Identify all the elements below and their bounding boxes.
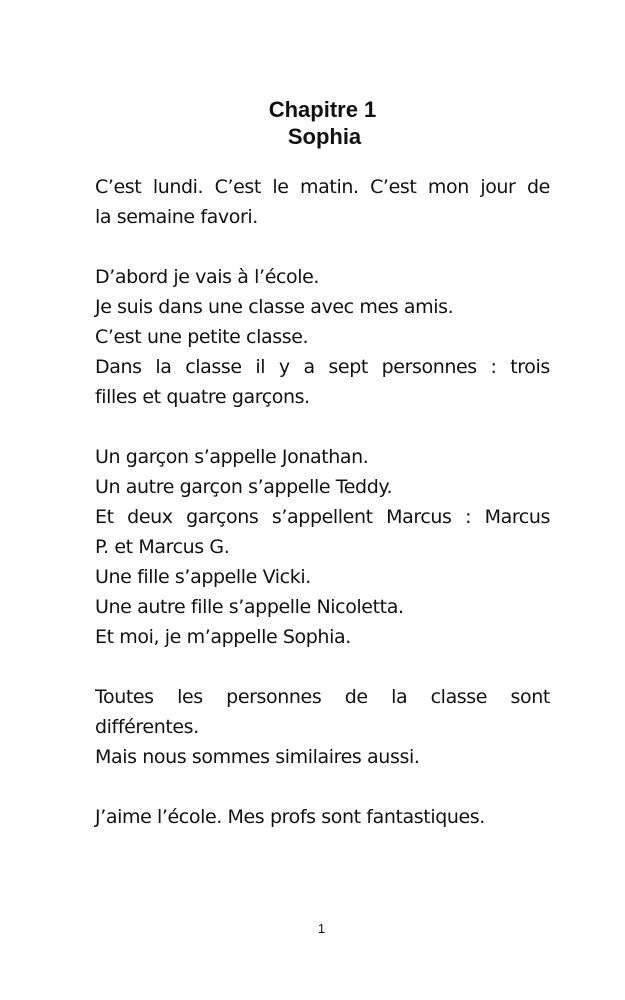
word: y (278, 356, 290, 378)
text-line: Une autre fille s’appelle Nicoletta. (95, 596, 404, 618)
paragraph (95, 682, 550, 772)
word: classe (430, 686, 488, 708)
text-line: filles et quatre garçons. (95, 386, 310, 408)
chapter-title: Sophia (287, 124, 362, 149)
word: C’est (214, 176, 261, 198)
text-line (95, 352, 550, 382)
word: Toutes (95, 686, 154, 708)
text-line (95, 502, 550, 532)
text-line: J’aime l’école. Mes profs sont fantastiques. (95, 806, 485, 828)
text-line: P. et Marcus G. (95, 536, 230, 558)
word: Marcus (386, 506, 452, 528)
text-line (95, 172, 550, 202)
text-line: D’abord je vais à l’école. (95, 266, 320, 288)
word: trois (510, 356, 550, 378)
word: C’est (370, 176, 417, 198)
word: de (526, 176, 550, 198)
chapter-number-label: Chapitre 1 (268, 97, 377, 122)
word: jour (480, 176, 516, 198)
word: classe (185, 356, 242, 378)
text-line: la semaine favori. (95, 206, 258, 228)
word: garçons (186, 506, 259, 528)
text-line: Un garçon s’appelle Jonathan. (95, 446, 369, 468)
word: lundi. (152, 176, 204, 198)
word: C’est (95, 176, 142, 198)
word: personnes (226, 686, 322, 708)
word: Et (95, 506, 114, 528)
page-number: 1 (317, 921, 326, 936)
text-line: Et moi, je m’appelle Sophia. (95, 626, 351, 648)
word: de (344, 686, 368, 708)
word: matin. (300, 176, 359, 198)
text-line: Une fille s’appelle Vicki. (95, 566, 311, 588)
paragraph (95, 172, 550, 232)
paragraph (95, 802, 550, 832)
word: deux (127, 506, 173, 528)
text-line (95, 682, 550, 712)
text-line: différentes. (95, 716, 199, 738)
word: Dans (95, 356, 142, 378)
text-line: Mais nous sommes similaires aussi. (95, 746, 420, 768)
word: il (255, 356, 266, 378)
word: la (155, 356, 172, 378)
word: sept (328, 356, 368, 378)
paragraph (95, 262, 550, 412)
word: la (391, 686, 408, 708)
chapter-body (95, 172, 550, 862)
word: a (303, 356, 315, 378)
word: le (272, 176, 289, 198)
text-line: C’est une petite classe. (95, 326, 309, 348)
word: sont (510, 686, 550, 708)
text-line: Je suis dans une classe avec mes amis. (95, 296, 454, 318)
word: mon (427, 176, 469, 198)
chapter-heading (0, 96, 625, 150)
word: : (465, 506, 472, 528)
word: : (490, 356, 497, 378)
paragraph (95, 442, 550, 652)
word: Marcus (484, 506, 550, 528)
word: les (177, 686, 203, 708)
word: personnes (381, 356, 477, 378)
text-line: Un autre garçon s’appelle Teddy. (95, 476, 393, 498)
word: s’appellent (271, 506, 373, 528)
